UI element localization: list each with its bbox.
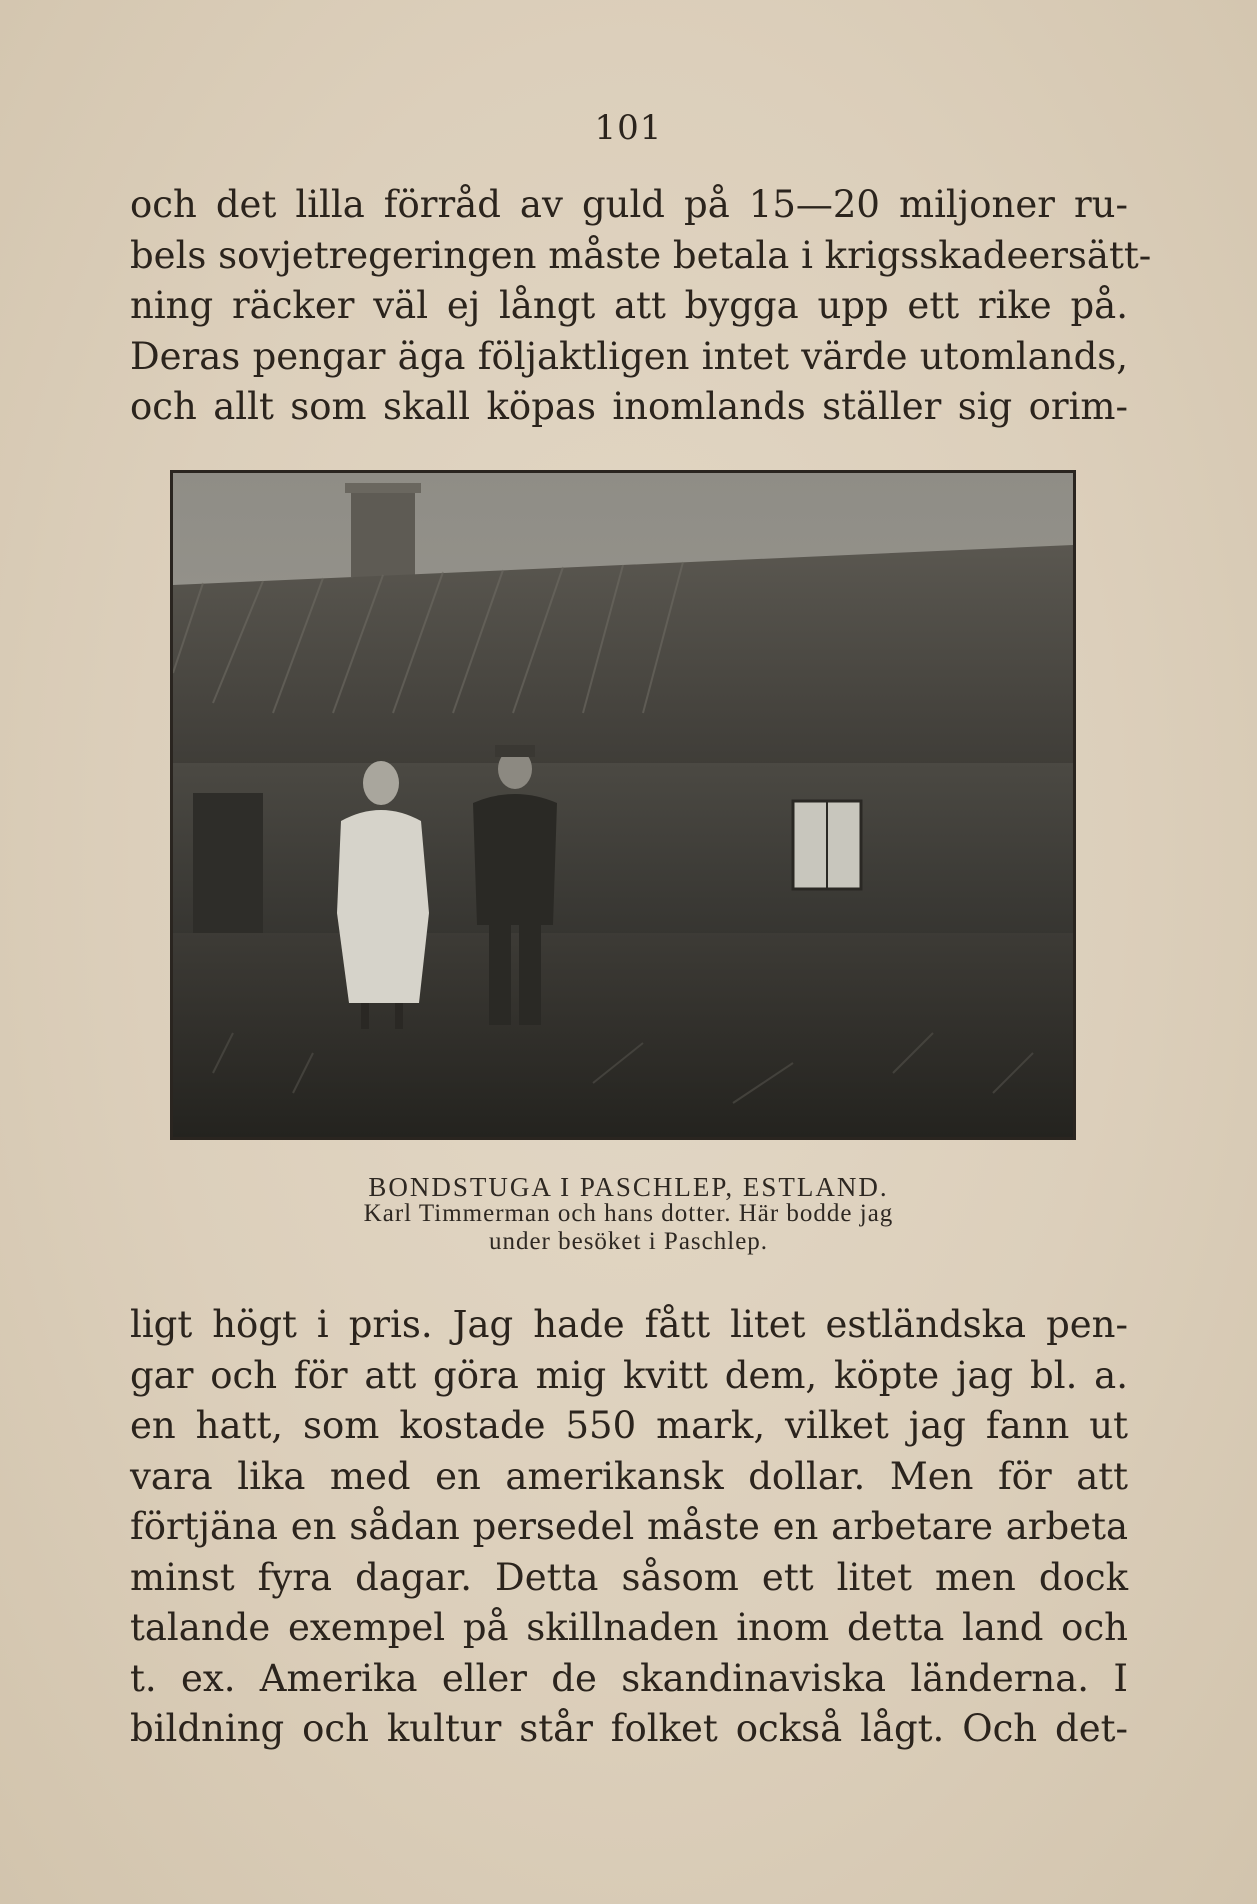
text-line: ning räcker väl ej långt att bygga upp ett rike på. (130, 284, 1128, 327)
text-line: och det lilla förråd av guld på 15—20 miljoner ru- (130, 183, 1128, 226)
text-line: förtjäna en sådan persedel måste en arbetare arbeta (130, 1505, 1128, 1548)
text-line: minst fyra dagar. Detta såsom ett litet men dock (130, 1555, 1128, 1599)
text-line: en hatt, som kostade 550 mark, vilket jag fann ut (130, 1404, 1128, 1447)
text-line: gar och för att göra mig kvitt dem, köpte jag bl. a. (130, 1353, 1128, 1397)
photo-caption-title: BONDSTUGA I PASCHLEP, ESTLAND. (368, 1172, 889, 1202)
text-line: vara lika med en amerikansk dollar. Men för att (130, 1454, 1128, 1498)
text-line: och allt som skall köpas inomlands ställer sig orim- (130, 385, 1128, 428)
text-line: bildning och kultur står folket också lågt. Och det- (130, 1707, 1128, 1750)
photograph-farmhouse (170, 470, 1076, 1140)
page-number: 101 (594, 108, 663, 148)
text-line: talande exempel på skillnaden inom detta land och (130, 1606, 1128, 1649)
photo-caption-line: Karl Timmerman och hans dotter. Här bodde jag (363, 1200, 894, 1227)
paragraph-top (130, 180, 1152, 433)
text-line: bels sovjetregeringen måste betala i krigsskadeersätt- (130, 233, 1152, 277)
photo-caption-line: under besöket i Paschlep. (488, 1228, 769, 1255)
photo-image (173, 473, 1073, 1137)
text-line: ligt högt i pris. Jag hade fått litet estländska pen- (130, 1303, 1128, 1346)
text-line: Deras pengar äga följaktligen intet värde utomlands, (130, 334, 1128, 378)
text-line: t. ex. Amerika eller de skandinaviska länderna. I (130, 1656, 1128, 1700)
paragraph-bottom (130, 1300, 1128, 1755)
